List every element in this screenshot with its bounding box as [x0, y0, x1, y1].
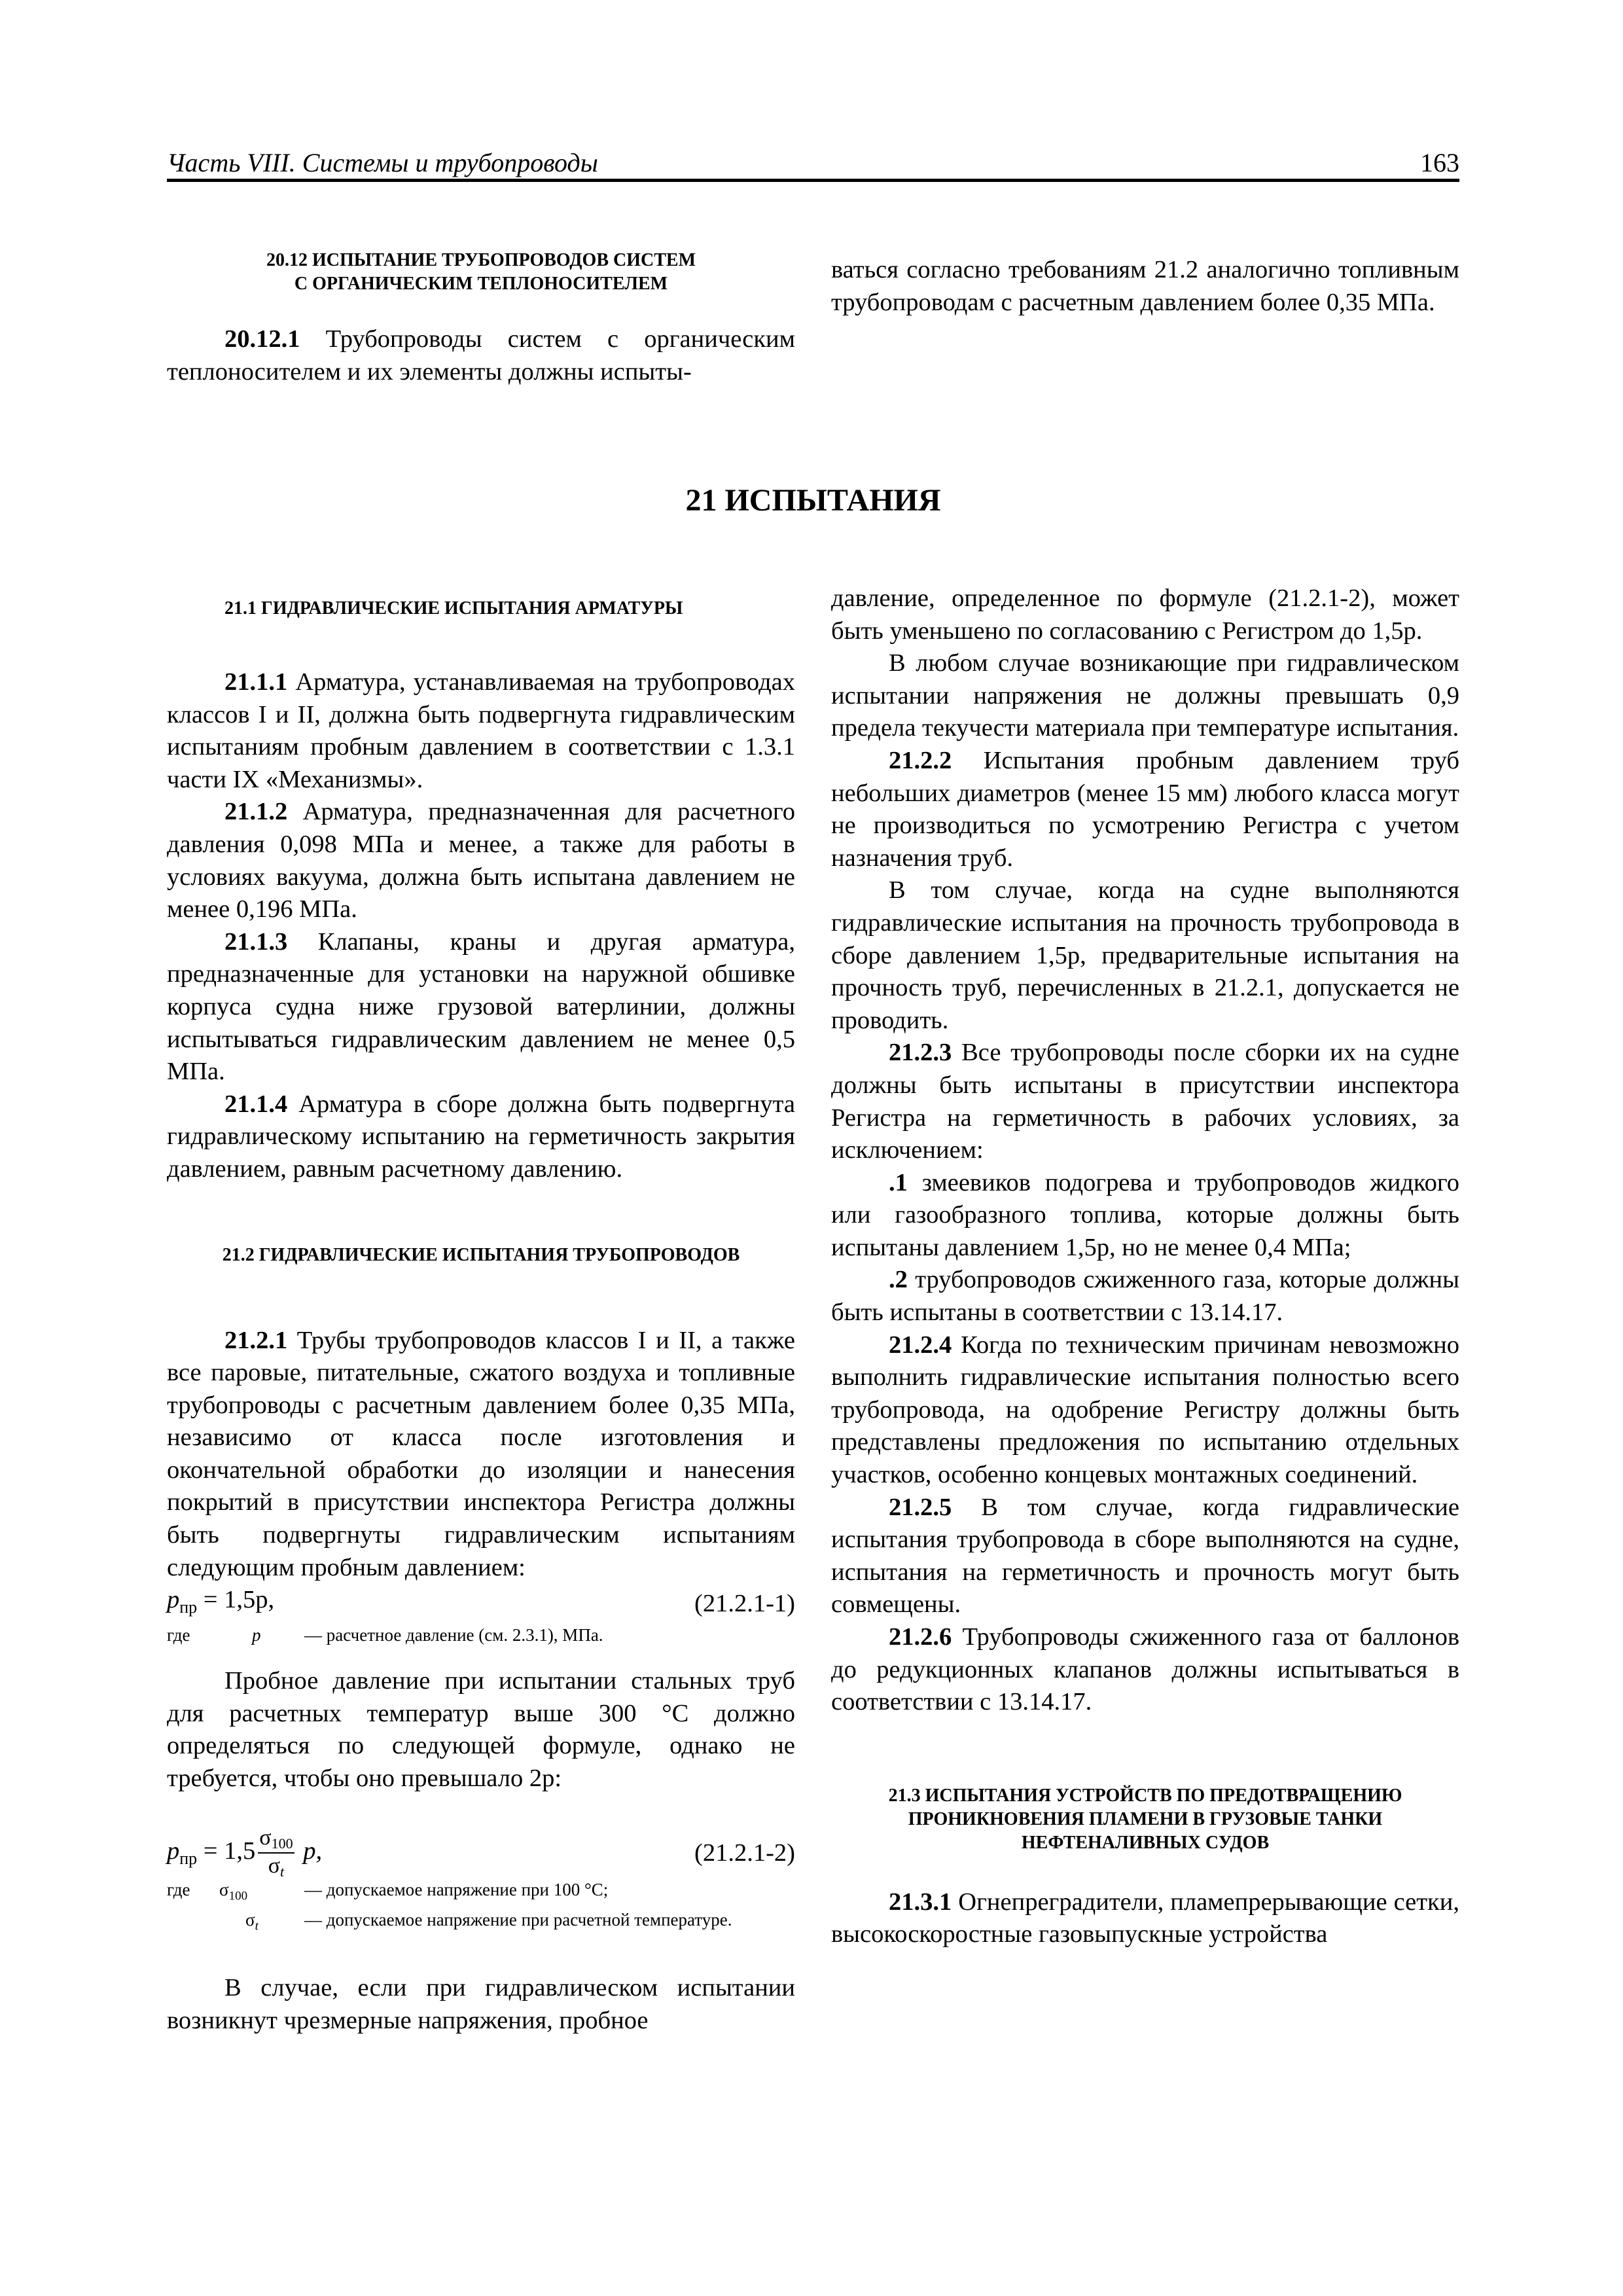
paragraph-text: Трубопроводы сжиженного газа от баллонов до редукционных клапанов должны испытываться в соответствии с 13.14.17.	[831, 1623, 1459, 1716]
paragraph-text: Арматура, устанавливаемая на трубопроводах классов I и II, должна быть подвергнута гидравлическим испытаниям пробным давлением в соответствии с 1.3.1 части IX «Механизмы».	[167, 668, 795, 793]
list-item-2	[831, 1264, 1459, 1329]
symbol: σ	[219, 1879, 229, 1899]
paragraph-number: 21.1.2	[224, 798, 288, 826]
paragraph-text: Арматура, предназначенная для расчетного давления 0,098 МПа и менее, а также для работы в условиях вакуума, должна быть испытана давлением не менее 0,196 МПа.	[167, 798, 795, 924]
paragraph-21-2-6	[831, 1621, 1459, 1719]
formula-subscript: пр	[179, 1848, 198, 1868]
formula-21-2-1-1	[167, 1584, 795, 1623]
paragraph-21-1-4	[167, 1088, 795, 1186]
list-item-1	[831, 1167, 1459, 1265]
where-word: где	[167, 1879, 190, 1899]
paragraph-21-3-1	[831, 1886, 1459, 1951]
paragraph-21-2-3	[831, 1037, 1459, 1166]
right-column	[831, 583, 1459, 1951]
formula-where-line	[167, 1878, 795, 1908]
paragraph-number: 21.2.5	[889, 1493, 952, 1521]
paragraph-21-2-1	[167, 1325, 795, 1585]
paragraph-21-2-4	[831, 1329, 1459, 1492]
left-column	[167, 583, 795, 2037]
formula-where-line	[167, 1908, 795, 1938]
heading-line: С ОРГАНИЧЕСКИМ ТЕПЛОНОСИТЕЛЕМ	[294, 274, 668, 294]
formula-tail: p,	[296, 1837, 323, 1865]
where-symbol: p	[252, 1625, 261, 1645]
list-item-text: змеевиков подогрева и трубопроводов жидкого или газообразного топлива, которые должны быть испытаны давлением 1,5p, но не менее 0,4 МПа;	[831, 1168, 1459, 1261]
page-number: 163	[1420, 148, 1459, 177]
paragraph-20-12-1	[167, 323, 795, 388]
formula-label: (21.2.1-2)	[694, 1839, 795, 1867]
paragraph-21-2-2	[831, 745, 1459, 874]
paragraph-text: Огнепреградители, пламепрерывающие сетки, высокоскоростные газовыпускные устройства	[831, 1888, 1459, 1948]
formula-where-line	[167, 1623, 795, 1647]
heading-line: ПРОНИКНОВЕНИЯ ПЛАМЕНИ В ГРУЗОВЫЕ ТАНКИ	[908, 1808, 1383, 1829]
paragraph-text: Трубы трубопроводов классов I и II, а также все паровые, питательные, сжатого воздуха и топливные трубопроводы с расчетным давлением более 0,35 МПа, независимо от класса после изготовления и окончательной обработки до изоляции и нанесения покрытий в присутствии инспектора Регистра должны быть подвергнуты гидравлическим испытаниям следующим пробным давлением:	[167, 1326, 795, 1581]
section-heading-20-12	[167, 249, 795, 296]
section-20-12	[167, 249, 1459, 445]
formula-coefficient: = 1,5	[197, 1837, 256, 1865]
paragraph-number: 21.2.2	[889, 746, 952, 774]
list-item-text: трубопроводов сжиженного газа, которые должны быть испытаны в соответствии с 13.14.17.	[831, 1266, 1459, 1327]
paragraph-number: 21.2.1	[224, 1326, 288, 1354]
symbol: σ	[245, 1910, 255, 1930]
list-item-number: .2	[889, 1266, 908, 1294]
numerator-subscript: 100	[271, 1835, 293, 1852]
formula-label: (21.2.1-1)	[694, 1590, 795, 1618]
paragraph-onboard-test: В том случае, когда на судне выполняются гидравлические испытания на прочность трубопровода в сборе давлением 1,5p, предварительные испытания на прочность труб, перечисленных в 21.2.1, допускается не проводить.	[831, 876, 1459, 1034]
heading-line: НЕФТЕНАЛИВНЫХ СУДОВ	[1021, 1832, 1270, 1853]
paragraph-number: 20.12.1	[224, 325, 300, 353]
header-title: Часть VIII. Системы и трубопроводы	[167, 148, 598, 177]
where-definition: — допускаемое напряжение при расчетной температуре.	[304, 1910, 732, 1930]
formula-subscript: пр	[179, 1598, 198, 1617]
paragraph-21-1-2	[167, 796, 795, 925]
numerator-symbol: σ	[259, 1825, 272, 1850]
paragraph-text: Испытания пробным давлением труб небольших диаметров (менее 15 мм) любого класса могут не производиться по усмотрению Регистра с учетом назначения труб.	[831, 746, 1459, 872]
heading-line: 20.12 ИСПЫТАНИЕ ТРУБОПРОВОДОВ СИСТЕМ	[266, 250, 696, 270]
paragraph-text: Арматура в сборе должна быть подвергнута гидравлическому испытанию на герметичность закрытия давлением, равным расчетному давлению.	[167, 1090, 795, 1183]
symbol-subscript: t	[255, 1919, 259, 1933]
section-heading-21-2: 21.2 ГИДРАВЛИЧЕСКИЕ ИСПЫТАНИЯ ТРУБОПРОВОДОВ	[222, 1244, 740, 1265]
list-item-number: .1	[889, 1168, 908, 1196]
fraction-numerator	[258, 1827, 294, 1854]
paragraph-number: 21.3.1	[889, 1888, 952, 1916]
paragraph-text: Все трубопроводы после сборки их на судне должны быть испытаны в присутствии инспектора Регистра на герметичность в рабочих условиях, за исключением:	[831, 1039, 1459, 1164]
paragraph-number: 21.1.4	[224, 1090, 288, 1118]
symbol-subscript: 100	[228, 1889, 248, 1903]
paragraph-21-1-1	[167, 666, 795, 796]
paragraph-stress-note-continued: давление, определенное по формуле (21.2.1-2), может быть уменьшено по согласованию с Регистром до 1,5p.	[831, 584, 1459, 645]
formula-symbol: p	[167, 1837, 180, 1865]
formula-expression	[167, 1583, 274, 1624]
paragraph-number: 21.1.3	[224, 927, 288, 956]
paragraph-number: 21.2.6	[889, 1623, 952, 1651]
section-heading-21-3	[831, 1784, 1459, 1855]
paragraph-text: Когда по техническим причинам невозможно выполнить гидравлические испытания полностью всего трубопровода, на одобрение Регистру должны быть представлены предложения по испытанию отдельных участков, особенно концевых монтажных соединений.	[831, 1331, 1459, 1489]
main-body	[167, 583, 1459, 2166]
heading-line: 21.3 ИСПЫТАНИЯ УСТРОЙСТВ ПО ПРЕДОТВРАЩЕНИЮ	[888, 1785, 1402, 1806]
where-definition: — допускаемое напряжение при 100 °С;	[304, 1879, 609, 1899]
paragraph-text: Клапаны, краны и другая арматура, предназначенные для установки на наружной обшивке корпуса судна ниже грузовой ватерлинии, должны испытываться гидравлическим давлением не менее 0,5 МПа.	[167, 927, 795, 1086]
paragraph-20-12-1-continued: ваться согласно требованиям 21.2 аналогично топливным трубопроводам с расчетным давлением более 0,35 МПа.	[831, 256, 1459, 316]
formula-fraction	[258, 1827, 294, 1879]
fraction-denominator	[268, 1854, 284, 1879]
paragraph-text: В том случае, когда гидравлические испытания трубопровода в сборе выполняются на судне, испытания на герметичность и прочность могут быть совмещены.	[831, 1493, 1459, 1619]
paragraph-number: 21.2.3	[889, 1039, 952, 1067]
paragraph-21-2-5	[831, 1492, 1459, 1621]
formula-rhs: = 1,5p,	[197, 1586, 275, 1614]
paragraph-pressure-note: Пробное давление при испытании стальных труб для расчетных температур выше 300 °С должно определяться по следующей формуле, однако не требуется, чтобы оно превышало 2p:	[167, 1667, 795, 1793]
paragraph-number: 21.2.4	[889, 1331, 952, 1359]
formula-21-2-1-2	[167, 1825, 795, 1880]
paragraph-text: Трубопроводы систем с органическим теплоносителем и их элементы должны испыты-	[167, 325, 795, 386]
where-definition: — расчетное давление (см. 2.3.1), МПа.	[304, 1625, 603, 1645]
paragraph-yield-limit: В любом случае возникающие при гидравлическом испытании напряжения не должны превышать 0,9 предела текучести материала при температуре испытания.	[831, 649, 1459, 742]
formula-expression	[167, 1827, 322, 1879]
section-heading-21-1: 21.1 ГИДРАВЛИЧЕСКИЕ ИСПЫТАНИЯ АРМАТУРЫ	[224, 598, 683, 619]
chapter-title: 21 ИСПЫТАНИЯ	[685, 483, 941, 518]
where-symbol	[245, 1908, 304, 1938]
running-header	[167, 141, 1459, 182]
paragraph-21-1-3	[167, 926, 795, 1088]
where-word: где	[167, 1625, 190, 1645]
paragraph-stress-note: В случае, если при гидравлическом испытании возникнут чрезмерные напряжения, пробное	[167, 1974, 795, 2034]
formula-symbol: p	[167, 1586, 180, 1614]
denominator-subscript: t	[280, 1863, 285, 1880]
denominator-symbol: σ	[268, 1853, 281, 1878]
paragraph-number: 21.1.1	[224, 668, 288, 696]
where-symbol	[219, 1878, 304, 1908]
